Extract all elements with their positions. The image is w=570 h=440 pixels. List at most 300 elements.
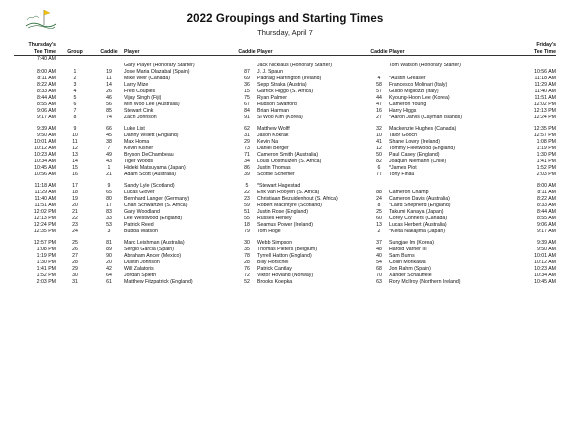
player-name: Gary Woodland (124, 209, 160, 215)
group-number: 26 (72, 246, 78, 253)
player-name: Adam Scott (Australia) (124, 171, 176, 178)
player-name: Rory McIlroy (Northern Ireland) (389, 279, 461, 285)
group-number: 11 (72, 139, 78, 145)
caddie-number: 55 (244, 215, 250, 222)
player-name: Takumi Kanaya (Japan) (389, 209, 444, 215)
player-name: Billy Horschel (257, 259, 289, 266)
player-name: Matthew Fitzpatrick (England) (124, 279, 193, 285)
group-number: 17 (72, 183, 78, 189)
player-name: Marc Leishman (Australia) (124, 240, 185, 246)
caddie-number: 32 (376, 126, 382, 132)
thursday-tee-time: 11:51 AM (34, 202, 56, 209)
friday-tee-time: 10:23 AM (534, 266, 556, 272)
thursday-tee-time: 12:35 PM (33, 228, 56, 235)
player-name: Justin Thomas (257, 165, 291, 171)
player-name: Bernhard Langer (Germany) (124, 196, 190, 202)
player-name: Talor Gooch (389, 132, 417, 139)
friday-tee-time: 12:02 PM (533, 101, 556, 108)
caddie-number: 64 (106, 272, 112, 279)
player-name: Erik van Rooyen (S. Africa) (257, 189, 320, 196)
caddie-number: 72 (244, 272, 250, 279)
friday-tee-time: 1:19 PM (536, 145, 556, 152)
player-name: Justin Rose (England) (257, 209, 309, 215)
caddie-number: 79 (244, 228, 250, 235)
friday-tee-time: 9:39 AM (536, 240, 556, 246)
player-name: Si Woo Kim (Korea) (257, 114, 303, 121)
friday-tee-time: 8:22 AM (536, 196, 556, 202)
player-name: Guido Migliozzi (Italy) (389, 88, 439, 95)
thursday-tee-time: 7:40 AM (36, 55, 56, 62)
player-name: Larry Mize (124, 82, 149, 88)
thursday-tee-time: 12:13 PM (33, 215, 56, 222)
player-name: Patrick Cantlay (257, 266, 292, 272)
caddie-number: 44 (376, 95, 382, 101)
player-name: Sergio Garcia (Spain) (124, 246, 174, 253)
caddie-number: 68 (376, 266, 382, 272)
player-name: Harold Varner III (389, 246, 427, 253)
caddie-number: 87 (244, 69, 250, 75)
thursday-header-top: Thursday's (28, 42, 56, 48)
player-name: Padraig Harrington (Ireland) (257, 75, 322, 82)
player-name: Harry Higgs (389, 108, 417, 114)
thursday-tee-time: 10:34 AM (34, 158, 56, 165)
player-header: Player (257, 48, 369, 56)
caddie-number: 41 (376, 139, 382, 145)
thursday-tee-time: 9:17 AM (36, 114, 56, 121)
player-name: Patrick Reed (124, 222, 154, 228)
caddie-number: 21 (106, 171, 112, 178)
thursday-tee-time: 10:12 AM (34, 145, 56, 152)
page-subtitle: Thursday, April 7 (257, 28, 313, 37)
player-name: Lucas Glover (124, 189, 155, 196)
caddie-number: 24 (376, 196, 382, 202)
thursday-tee-time: 1:52 PM (36, 272, 56, 279)
caddie-number: 35 (244, 246, 250, 253)
caddie-number: 9 (107, 183, 111, 189)
player-name: Mike Weir (Canada) (124, 75, 171, 82)
caddie-number: 58 (376, 82, 382, 88)
friday-tee-time: 12:57 PM (533, 132, 556, 139)
player-name: Matthew Wolff (257, 126, 290, 132)
group-number: 25 (72, 240, 78, 246)
player-name: Jose Maria Olazabal (Spain) (124, 69, 190, 75)
group-number: 9 (73, 126, 77, 132)
caddie-number: 63 (376, 279, 382, 285)
caddie-number: 38 (106, 139, 112, 145)
caddie-number: 34 (244, 158, 250, 165)
player-name: Cameron Davis (Australia) (389, 196, 450, 202)
thursday-tee-time: 8:11 AM (37, 75, 56, 82)
friday-header-top: Friday's (536, 42, 556, 48)
caddie-number: 69 (244, 75, 250, 82)
player-name: Charl Schwartzel (S. Africa) (124, 202, 188, 209)
caddie-number: 39 (244, 171, 250, 178)
caddie-number: 25 (376, 209, 382, 215)
player-name: Lucas Herbert (Australia) (389, 222, 447, 228)
player-name: Jason Kokrak (257, 132, 289, 139)
friday-tee-time: 1:41 PM (536, 158, 556, 165)
player-name: *Aaron Jarvis (Cayman Islands) (389, 114, 462, 121)
player-name: Cameron Young (389, 101, 427, 108)
player-name: Max Homa (124, 139, 150, 145)
player-name: Brooks Koepka (257, 279, 293, 285)
caddie-number: 91 (244, 114, 250, 121)
group-number: 29 (72, 266, 78, 272)
thursday-tee-time: 10:45 AM (34, 165, 56, 171)
thursday-tee-time: 10:01 AM (34, 139, 56, 145)
player-name: Xander Schauffele (389, 272, 432, 279)
friday-tee-time: 9:17 AM (536, 228, 556, 235)
friday-tee-time: 1:52 PM (536, 165, 556, 171)
caddie-number: 43 (106, 158, 112, 165)
caddie-number: 81 (106, 240, 112, 246)
group-number: 6 (73, 101, 77, 108)
caddie-number: 88 (376, 189, 382, 196)
group-number: 12 (72, 145, 78, 152)
player-name: Abraham Ancer (Mexico) (124, 253, 182, 259)
caddie-number: 27 (376, 114, 382, 121)
friday-tee-time: 8:33 AM (536, 202, 556, 209)
player-header: Player (124, 48, 237, 56)
player-name: Zach Johnson (124, 114, 157, 121)
caddie-number (369, 56, 389, 63)
friday-tee-time: 8:55 AM (536, 215, 556, 222)
friday-tee-time: 8:00 AM (536, 183, 556, 189)
player-name: Brian Harman (257, 108, 290, 114)
player-name: Lee Westwood (England) (124, 215, 183, 222)
player-name: Tiger Woods (124, 158, 154, 165)
friday-tee-time: 11:51 AM (534, 95, 556, 101)
thursday-tee-time: 1:41 PM (36, 266, 56, 272)
group-number: 14 (72, 158, 78, 165)
caddie-number: 86 (244, 165, 250, 171)
caddie-number: 30 (244, 240, 250, 246)
player-name: Collin Morikawa (389, 259, 426, 266)
friday-tee-time: 11:18 AM (534, 75, 556, 82)
player-name: Bubba Watson (124, 228, 158, 235)
caddie-number: 70 (376, 272, 382, 279)
thursday-tee-time: 1:08 PM (36, 246, 56, 253)
caddie-number: 15 (244, 88, 250, 95)
caddie-number: 56 (106, 101, 112, 108)
friday-tee-time: 8:44 AM (536, 209, 556, 215)
player-name: Mackenzie Hughes (Canada) (389, 126, 457, 132)
caddie-number: 29 (244, 139, 250, 145)
friday-tee-time: 11:29 AM (534, 82, 556, 88)
caddie-number: 16 (376, 108, 382, 114)
player-name: Tommy Fleetwood (England) (389, 145, 456, 152)
caddie-number: 57 (376, 88, 382, 95)
thursday-tee-time: 10:23 AM (34, 152, 56, 158)
friday-tee-time: 10:34 AM (534, 272, 556, 279)
player-name: Shane Lowry (Ireland) (389, 139, 441, 145)
caddie-number: 2 (377, 228, 381, 235)
player-name: Seamus Power (Ireland) (257, 222, 313, 228)
friday-tee-time: 8:11 AM (537, 189, 556, 196)
group-number: 23 (72, 222, 78, 228)
thursday-tee-time: 8:00 AM (36, 69, 56, 75)
thursday-tee-time: 2:03 PM (36, 279, 56, 285)
player-name: Kevin Kisner (124, 145, 154, 152)
player-name: Cameron Champ (389, 189, 429, 196)
thursday-tee-time: 11:29 AM (34, 189, 56, 196)
player-name: Dustin Johnson (124, 259, 160, 266)
player-name: Jordan Spieth (124, 272, 157, 279)
groupings-rows (14, 56, 556, 286)
caddie-number: 54 (376, 259, 382, 266)
caddie-number: 84 (244, 108, 250, 114)
friday-tee-time: 9:06 AM (536, 222, 556, 228)
caddie-header: Caddie (370, 48, 388, 55)
tee-time-header: Tee Time (14, 48, 56, 56)
caddie-header: Caddie (94, 48, 124, 56)
player-name: Fred Couples (124, 88, 156, 95)
caddie-number: 8 (377, 202, 381, 209)
thursday-tee-time: 9:39 AM (36, 126, 56, 132)
player-name: *Laird Shepherd (England) (389, 202, 451, 209)
caddie-number: 18 (244, 222, 250, 228)
caddie-number: 36 (244, 82, 250, 88)
group-number: 2 (73, 75, 77, 82)
friday-tee-time-header: Tee Time (511, 48, 556, 56)
group-number: 31 (72, 279, 78, 285)
group-number: 1 (73, 69, 77, 75)
player-name: Corey Conners (Canada) (389, 215, 447, 222)
group-number: 13 (72, 152, 78, 158)
caddie-number: 50 (376, 152, 382, 158)
friday-tee-time: 1:30 PM (536, 152, 556, 158)
group-number: 28 (72, 259, 78, 266)
group-number: 19 (72, 196, 78, 202)
table-row (14, 279, 556, 286)
caddie-number: 20 (106, 259, 112, 266)
friday-tee-time: 12:24 PM (533, 114, 556, 121)
table-row (14, 56, 556, 63)
player-name: Min Woo Lee (Australia) (124, 101, 180, 108)
caddie-number: 5 (245, 183, 249, 189)
player-name (389, 56, 511, 63)
player-name: Thomas Pieters (Belgium) (257, 246, 317, 253)
caddie-number: 37 (376, 240, 382, 246)
player-name: Jon Rahm (Spain) (389, 266, 431, 272)
caddie-number: 1 (107, 165, 111, 171)
caddie-number: 82 (376, 158, 382, 165)
player-name: Sam Burns (389, 253, 415, 259)
player-name: Sungjae Im (Korea) (389, 240, 434, 246)
group-number: 4 (73, 88, 77, 95)
player-name (124, 56, 237, 63)
player-name: Danny Willett (England) (124, 132, 179, 139)
group-number: 30 (72, 272, 78, 279)
caddie-number: 31 (244, 132, 250, 139)
friday-tee-time: 10:45 AM (534, 279, 556, 285)
caddie-number: 60 (376, 215, 382, 222)
player-name: Gary Player (Honorary Starter) (124, 62, 195, 69)
caddie-number: 33 (106, 215, 112, 222)
caddie-number: 3 (107, 228, 111, 235)
group-number: 7 (73, 108, 77, 114)
player-name: Tony Finau (389, 171, 415, 178)
caddie-number: 12 (376, 145, 382, 152)
friday-tee-time: 10:12 AM (534, 259, 556, 266)
player-name: Sepp Straka (Austria) (257, 82, 307, 88)
caddie-number: 78 (244, 253, 250, 259)
player-name: J. J. Spaun (257, 69, 283, 75)
caddie-number: 59 (244, 202, 250, 209)
group-number: 21 (72, 209, 78, 215)
group-header: Group (56, 48, 94, 56)
friday-tee-time: 12:13 PM (533, 108, 556, 114)
player-name (257, 56, 369, 63)
group-number: 22 (72, 215, 78, 222)
thursday-tee-time: 11:18 AM (34, 183, 56, 189)
thursday-tee-time: 12:24 PM (33, 222, 56, 228)
friday-tee-time: 10:56 AM (534, 69, 556, 75)
page-title: 2022 Groupings and Starting Times (186, 13, 384, 25)
caddie-number: 90 (106, 253, 112, 259)
group-number: 24 (72, 228, 78, 235)
player-name: Will Zalatoris (124, 266, 154, 272)
thursday-tee-time: 9:06 AM (36, 108, 56, 114)
group-number: 18 (72, 189, 78, 196)
thursday-tee-time: 12:02 PM (33, 209, 56, 215)
player-name: Francesco Molinari (Italy) (389, 82, 448, 88)
caddie-number: 61 (106, 279, 112, 285)
friday-tee-time: 12:35 PM (533, 126, 556, 132)
player-name: Sandy Lyle (Scotland) (124, 183, 175, 189)
thursday-tee-time: 9:50 AM (36, 132, 56, 139)
player-name: Robert MacIntyre (Scotland) (257, 202, 322, 209)
caddie-number: 53 (106, 222, 112, 228)
thursday-tee-time: 8:44 AM (36, 95, 56, 101)
thursday-tee-time: 8:22 AM (36, 82, 56, 88)
caddie-number: 89 (106, 246, 112, 253)
caddie-number: 45 (106, 132, 112, 139)
group-number: 3 (73, 82, 77, 88)
player-name: Cameron Smith (Australia) (257, 152, 319, 158)
caddie-number: 71 (244, 152, 250, 158)
friday-tee-time: 9:50 AM (536, 246, 556, 253)
player-name: *Austin Greaser (389, 75, 426, 82)
player-name: Garrick Higgo (S. Africa) (257, 88, 313, 95)
player-name: *Stewart Hagestad (257, 183, 301, 189)
caddie-number: 83 (106, 209, 112, 215)
friday-tee-time: 1:08 PM (536, 139, 556, 145)
player-name: Daniel Berger (257, 145, 289, 152)
player-name: Kyoung-Hoon Lee (Korea) (389, 95, 450, 101)
caddie-number (237, 56, 257, 63)
caddie-number: 7 (107, 145, 111, 152)
caddie-number: 23 (244, 196, 250, 202)
caddie-number: 48 (376, 246, 382, 253)
thursday-tee-time: 11:40 AM (34, 196, 56, 202)
group-number (56, 56, 94, 63)
player-header: Player (389, 48, 511, 56)
caddie-number: 62 (244, 126, 250, 132)
friday-tee-time: 10:01 AM (534, 253, 556, 259)
caddie-number: 66 (106, 126, 112, 132)
player-name: Hudson Swafford (257, 101, 297, 108)
caddie-number: 17 (106, 202, 112, 209)
thursday-tee-time: 1:19 PM (36, 253, 56, 259)
caddie-number: 49 (106, 152, 112, 158)
caddie-number: 22 (244, 189, 250, 196)
caddie-number: 28 (244, 259, 250, 266)
caddie-number: 75 (244, 95, 250, 101)
caddie-number: 73 (244, 145, 250, 152)
player-name: Stewart Cink (124, 108, 154, 114)
friday-tee-time: 2:03 PM (536, 171, 556, 178)
caddie-number: 40 (376, 253, 382, 259)
caddie-number: 26 (106, 88, 112, 95)
caddie-number (94, 56, 124, 63)
caddie-number: 65 (106, 189, 112, 196)
friday-tee-time (511, 56, 556, 63)
caddie-number: 46 (106, 95, 112, 101)
player-name: Scottie Scheffler (257, 171, 295, 178)
player-name: *James Piot (389, 165, 417, 171)
player-name: Tom Watson (Honorary Starter) (389, 62, 461, 69)
caddie-number: 14 (106, 82, 112, 88)
caddie-number: 52 (244, 279, 250, 285)
player-name: Jack Nicklaus (Honorary Starter) (257, 62, 332, 69)
caddie-number: 51 (244, 209, 250, 215)
group-number: 8 (73, 114, 77, 121)
player-name: Bryson DeChambeau (124, 152, 174, 158)
caddie-number: 6 (377, 165, 381, 171)
caddie-number: 67 (244, 101, 250, 108)
caddie-number: 76 (244, 266, 250, 272)
caddie-number: 42 (106, 266, 112, 272)
caddie-number: 85 (106, 108, 112, 114)
group-number: 10 (72, 132, 78, 139)
thursday-tee-time: 10:56 AM (34, 171, 56, 178)
group-number: 16 (72, 171, 78, 178)
group-number: 20 (72, 202, 78, 209)
thursday-tee-time: 8:33 AM (36, 88, 56, 95)
player-name: Paul Casey (England) (389, 152, 440, 158)
caddie-number: 10 (376, 132, 382, 139)
player-name: Hideki Matsuyama (Japan) (124, 165, 186, 171)
caddie-number: 80 (106, 196, 112, 202)
thursday-tee-time: 12:57 PM (33, 240, 56, 246)
friday-tee-time: 11:40 AM (534, 88, 556, 95)
player-name: Vijay Singh (Fiji) (124, 95, 162, 101)
player-name: Viktor Hovland (Norway) (257, 272, 314, 279)
player-name: *Keita Nakajima (Japan) (389, 228, 445, 235)
thursday-tee-time: 8:55 AM (36, 101, 56, 108)
caddie-number: 13 (376, 222, 382, 228)
player-name: Ryan Palmer (257, 95, 287, 101)
group-number: 27 (72, 253, 78, 259)
player-name: Luke List (124, 126, 145, 132)
caddie-number: 47 (376, 101, 382, 108)
caddie-number: 4 (377, 75, 381, 82)
group-number: 5 (73, 95, 77, 101)
group-number: 15 (72, 165, 78, 171)
groupings-table (14, 42, 556, 286)
caddie-number: 11 (106, 75, 112, 82)
player-name: Tyrrell Hatton (England) (257, 253, 312, 259)
caddie-number: 74 (106, 114, 112, 121)
caddie-number: 77 (376, 171, 382, 178)
caddie-number: 19 (106, 69, 112, 75)
player-name: Russell Henley (257, 215, 292, 222)
player-name: Webb Simpson (257, 240, 293, 246)
player-name: Christiaan Bezuidenhout (S. Africa) (257, 196, 338, 202)
thursday-tee-time: 1:30 PM (36, 259, 56, 266)
player-name: Louis Oosthuizen (S. Africa) (257, 158, 322, 165)
